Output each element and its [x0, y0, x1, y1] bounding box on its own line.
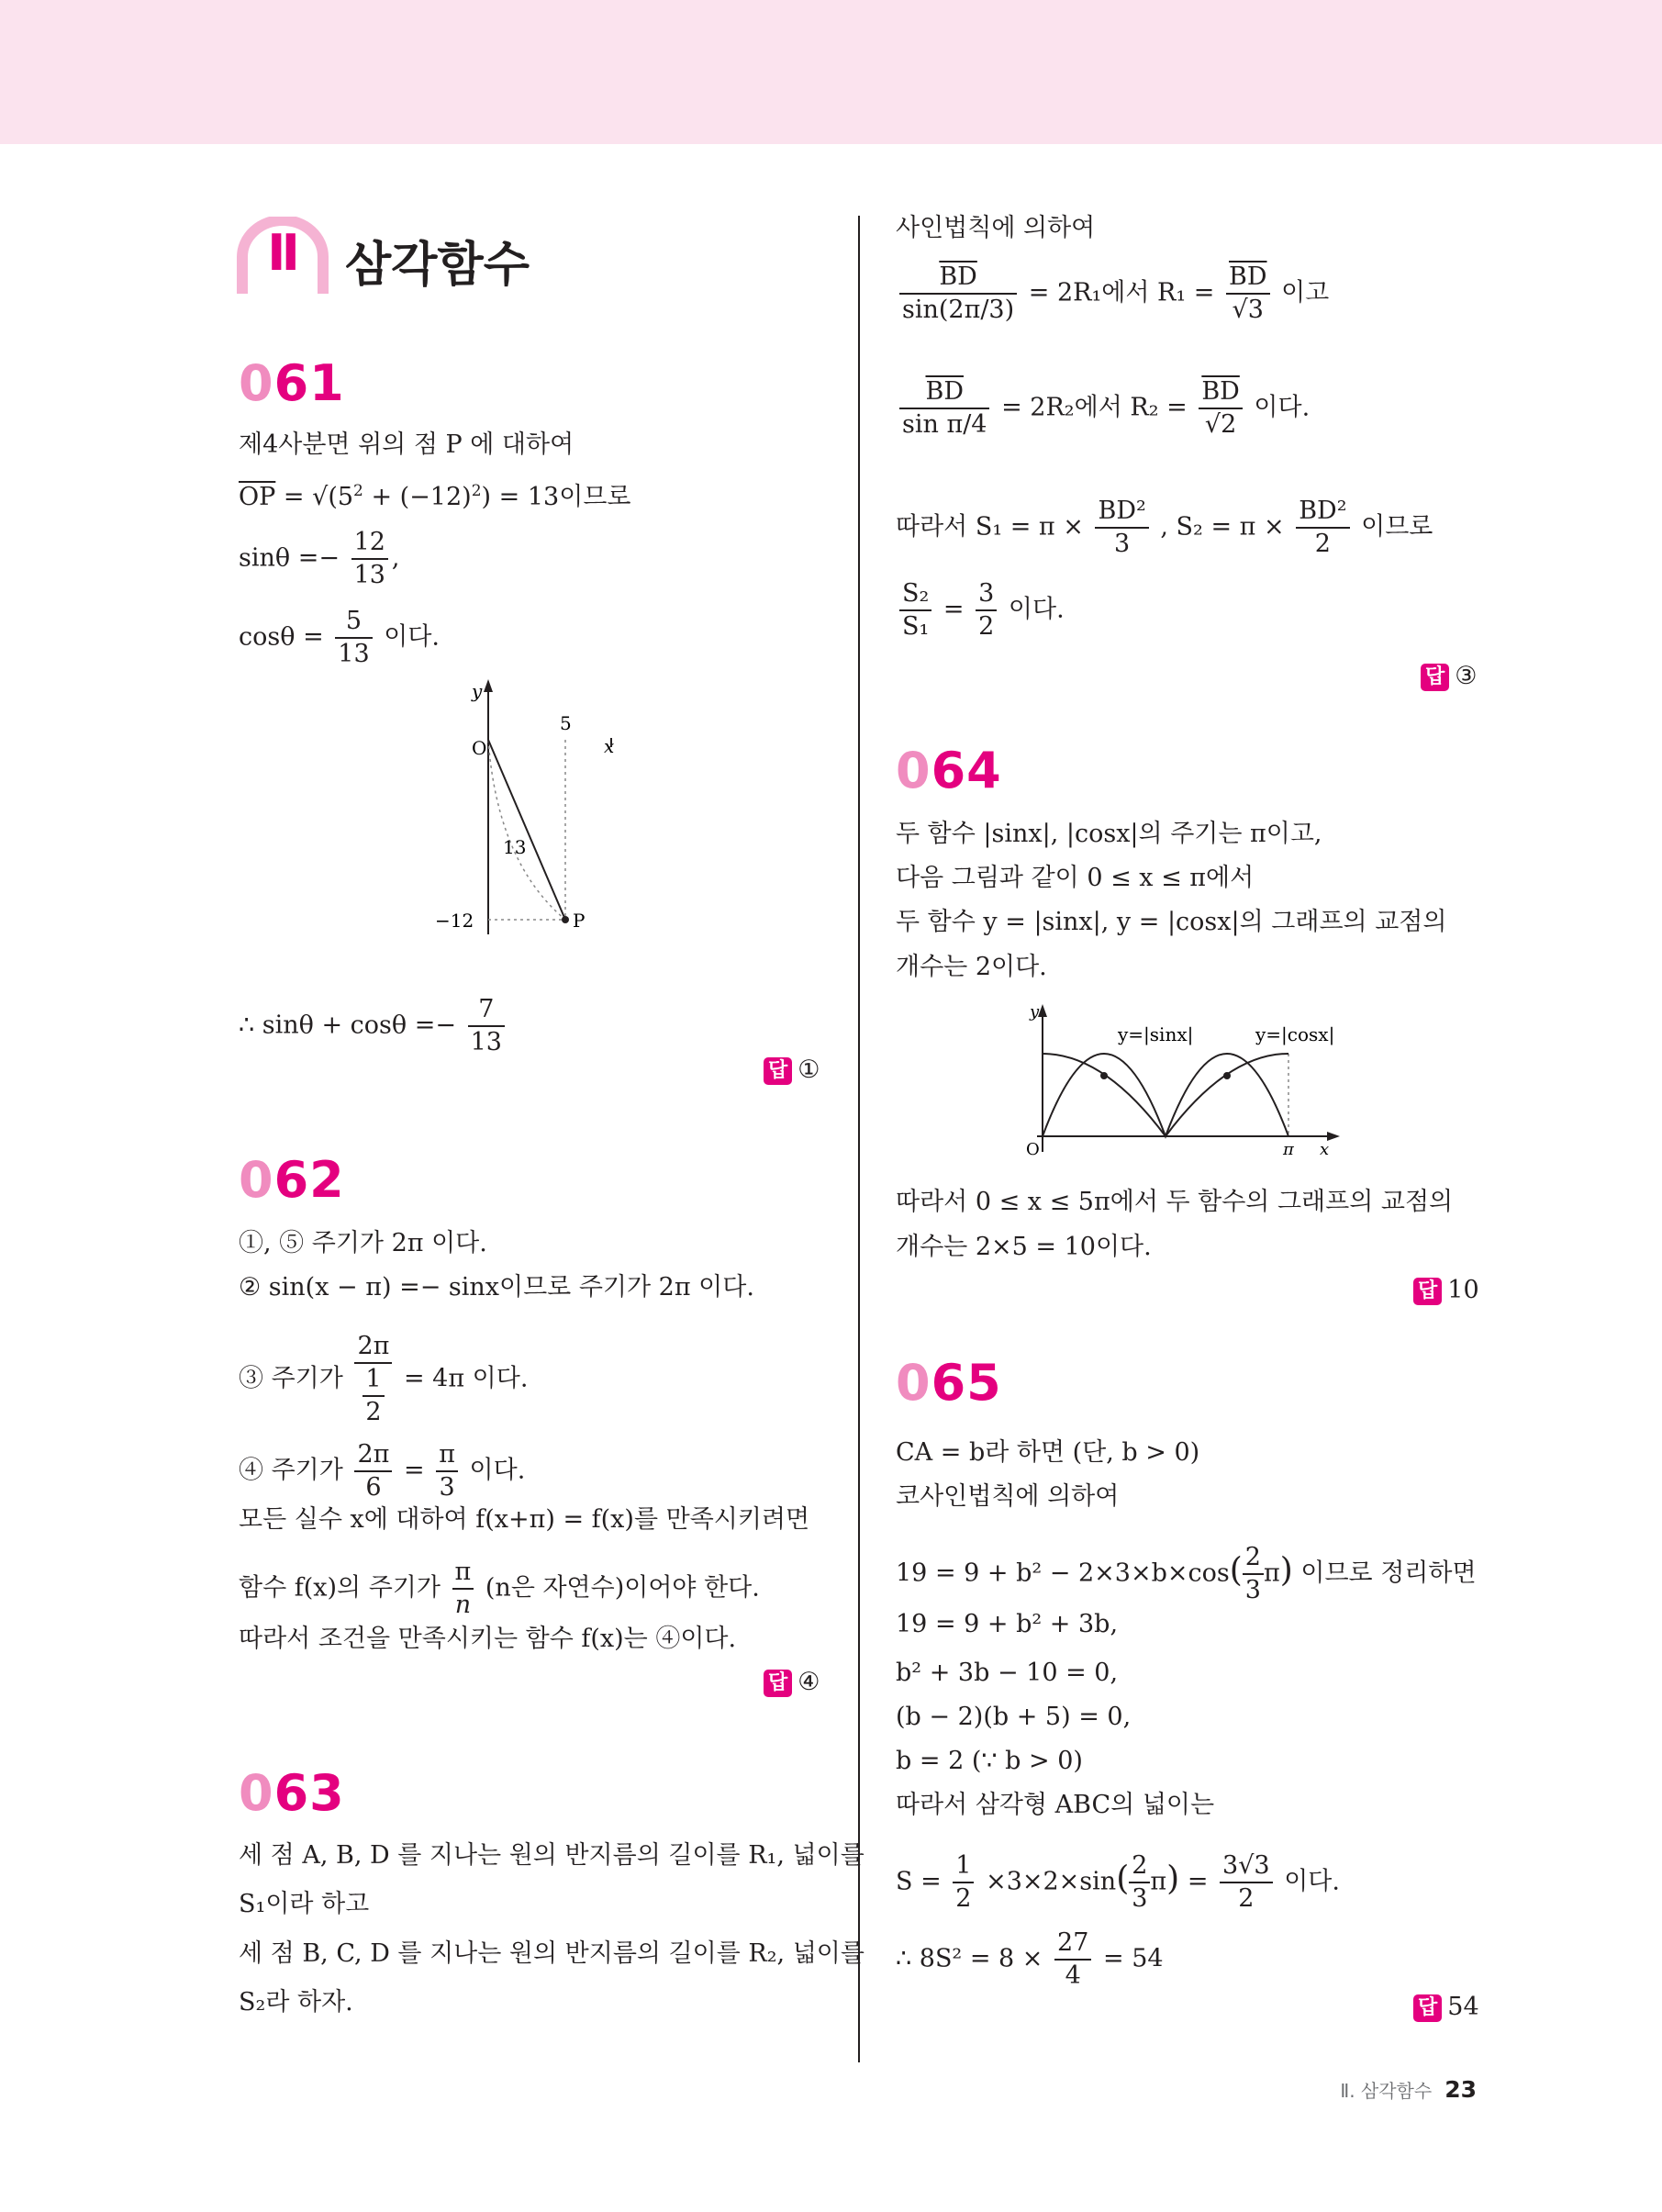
p063-eq2-frac2-num: $\overline{BD}$: [1199, 376, 1243, 409]
chapter-title: 삼각함수: [345, 238, 530, 293]
p063-line-3: 세 점 B, C, D 를 지나는 원의 반지름의 길이를 R₂, 넓이를: [239, 1939, 864, 1968]
p063-eq3-den2: 2: [1314, 530, 1331, 558]
p061-sin-lhs: sinθ =−: [239, 543, 340, 573]
p061-op-line: $\overline{OP} = √(5^2 + (-12)^2) = 13$이므로: [239, 482, 631, 511]
p063-answer-value: ③: [1455, 662, 1478, 690]
p065-l9-c-num: 3√3: [1220, 1850, 1273, 1883]
p063-eq4: [896, 578, 1065, 642]
p063-eq4-num2: 3: [976, 578, 997, 611]
p065-l9-frac-c: [1220, 1850, 1273, 1915]
p064-line-5: 따라서 0 ≤ x ≤ 5π에서 두 함수의 그래프의 교점의: [896, 1188, 1454, 1216]
chapter-numeral: Ⅱ: [267, 224, 300, 282]
p063-eq4-tail: 이다.: [1008, 595, 1065, 624]
p062-l3-post: = 4π 이다.: [403, 1364, 529, 1393]
p061-concl-num: 7: [468, 994, 505, 1027]
p063-eq1-num: $\overline{BD}$: [899, 262, 1017, 295]
p065-l10-pre: ∴ 8S² = 8 ×: [896, 1944, 1043, 1973]
p064-line-2: 다음 그림과 같이 0 ≤ x ≤ π에서: [896, 864, 1255, 892]
p061-cos-den: 13: [338, 640, 370, 668]
answer-badge: 답: [1421, 664, 1449, 691]
p063-eq2-tail: 이다.: [1254, 393, 1311, 422]
p065-answer: [1413, 1992, 1479, 2023]
p063-eq3-frac1: [1095, 496, 1148, 560]
p061-cos-num: 5: [335, 606, 372, 639]
p065-l10-frac: [1054, 1927, 1091, 1992]
p064-fig-label-sin: y=|sinx|: [1118, 1023, 1194, 1045]
p063-eq4-den: S₁: [902, 612, 930, 641]
p063-eq1-mid: = 2R₁에서 R₁ =: [1028, 278, 1215, 307]
p061-concl-lhs: ∴ sinθ + cosθ =−: [239, 1011, 457, 1040]
p065-l3-post: 이므로 정리하면: [1300, 1558, 1477, 1588]
p065-l9-mid: ×3×2×sin: [986, 1867, 1117, 1896]
p065-l9-frac-a: [953, 1850, 974, 1915]
p063-eq4-num: S₂: [899, 578, 931, 611]
p065-l9-c-den: 2: [1238, 1884, 1255, 1913]
p065-line-4: 19 = 9 + b² + 3b,: [896, 1610, 1119, 1638]
p062-l3-den-den: 2: [365, 1398, 382, 1426]
p063-eq3: [896, 496, 1433, 560]
p061-sin-num: 12: [351, 527, 388, 560]
p063-eq3-pre: 따라서 S₁ = π ×: [896, 512, 1084, 542]
p061-fig-x-tick: 5: [560, 712, 572, 734]
p063-eq1-tail: 이고: [1281, 278, 1330, 307]
problem-number-064: 064: [896, 742, 1002, 799]
p064-line-1: 두 함수 |sinx|, |cosx|의 주기는 π이고,: [896, 820, 1322, 848]
p063-eq3-den1: 3: [1114, 530, 1131, 558]
p065-l9-a-den: 2: [955, 1884, 972, 1913]
p062-l4-num2: π: [436, 1439, 458, 1472]
p065-l9-frac-b: [1129, 1850, 1150, 1915]
answer-badge: 답: [1413, 1994, 1442, 2022]
p061-figure: [431, 679, 642, 936]
p064-fig-origin: O: [1026, 1140, 1040, 1159]
p064-answer: [1413, 1275, 1479, 1306]
page-folio: [1340, 2076, 1477, 2103]
p064-fig-x: x: [1320, 1140, 1330, 1159]
p063-eq4-frac1: [899, 578, 931, 642]
p061-fig-y-tick: −12: [435, 910, 474, 932]
p064-fig-pi: π: [1283, 1140, 1294, 1159]
p062-l4-pre: ④ 주기가: [239, 1456, 343, 1485]
p062-l4-den: 6: [365, 1473, 382, 1502]
p065-l10-post: = 54: [1102, 1944, 1164, 1973]
p065-line-3: 19 = 9 + b² − 2×3×b×cos( $\frac{2}{3}$ π) 이므로 정리하면: [896, 1543, 1477, 1604]
p065-line-1: CA = b라 하면 (단, b > 0): [896, 1438, 1200, 1467]
p063-line-2: S₁이라 하고: [239, 1890, 370, 1918]
answer-badge: 답: [764, 1057, 792, 1085]
p062-l6-pre: 함수 f(x)의 주기가: [239, 1573, 441, 1603]
p063-eq3-frac2: [1296, 496, 1349, 560]
p062-answer-value: ④: [798, 1668, 820, 1696]
p065-l9-eq: =: [1187, 1867, 1209, 1896]
folio-title: Ⅱ. 삼각함수: [1340, 2080, 1433, 2102]
p065-l9-b-num: 2: [1129, 1850, 1150, 1883]
p061-answer: [764, 1055, 820, 1086]
p063-answer: [1421, 661, 1477, 692]
p062-line-3: [239, 1331, 528, 1428]
p065-line-2: 코사인법칙에 의하여: [896, 1482, 1120, 1511]
p061-cos-tail: 이다.: [384, 622, 440, 652]
p061-op-label: $\overline{OP}$: [239, 483, 276, 511]
p065-l9-a-num: 1: [953, 1850, 974, 1883]
problem-number-063: 063: [239, 1764, 345, 1822]
p064-figure: [1009, 1000, 1358, 1161]
problem-number-062: 062: [239, 1151, 345, 1209]
p061-fig-x: x: [604, 735, 615, 757]
header-band: [0, 0, 1662, 144]
p061-sin-frac: [351, 527, 388, 591]
p063-eq4-den2: 2: [978, 612, 995, 641]
p063-eq2-num: $\overline{BD}$: [899, 376, 989, 409]
p065-line-6: (b − 2)(b + 5) = 0,: [896, 1703, 1132, 1731]
p061-cos-frac: [335, 606, 372, 670]
p062-answer: [764, 1667, 820, 1698]
p063-eq3-mid: , S₂ = π ×: [1160, 512, 1285, 542]
p063-eq2-den: sin π/4: [902, 410, 987, 439]
p061-cos-line: [239, 606, 440, 670]
p063-sine-rule-intro: 사인법칙에 의하여: [896, 214, 1096, 242]
p063-eq3-num2: BD²: [1296, 496, 1349, 529]
p062-line-4: [239, 1439, 525, 1503]
p065-l3-num: 2: [1243, 1542, 1264, 1575]
p062-l3-den-num: 1: [363, 1364, 384, 1397]
column-divider: [858, 216, 860, 2062]
p064-answer-value: 10: [1447, 1276, 1479, 1304]
p062-l4-eq: =: [403, 1456, 425, 1485]
p061-answer-value: ①: [798, 1056, 820, 1084]
p062-l3-frac: [354, 1331, 392, 1428]
p061-fig-hyp: 13: [503, 836, 527, 858]
p063-eq2: [896, 376, 1310, 441]
p062-line-2: ② sin(x − π) =− sinx이므로 주기가 2π 이다.: [239, 1273, 754, 1302]
p062-l4-frac-b: [436, 1439, 458, 1503]
p063-eq4-mid: =: [943, 595, 965, 624]
p065-l3-frac: [1243, 1542, 1264, 1606]
p065-l10-num: 27: [1054, 1927, 1091, 1961]
p063-eq2-mid: = 2R₂에서 R₂ =: [1001, 393, 1188, 422]
p063-eq2-frac2: [1199, 376, 1243, 441]
p062-l4-den2: 3: [439, 1473, 455, 1502]
p063-eq1-frac: [899, 262, 1017, 326]
p063-eq4-frac2: [976, 578, 997, 642]
p064-line-4: 개수는 2이다.: [896, 953, 1047, 981]
p065-answer-value: 54: [1447, 1993, 1479, 2021]
problem-number-065: 065: [896, 1354, 1002, 1412]
p065-l10-den: 4: [1065, 1961, 1081, 1990]
p062-line-6: [239, 1557, 760, 1621]
p062-l6-num: π: [452, 1557, 474, 1590]
p065-line-8: 따라서 삼각형 ABC의 넓이는: [896, 1791, 1215, 1819]
p065-l9-pre: S =: [896, 1867, 942, 1896]
p065-l3-pre: 19 = 9 + b² − 2×3×b×cos: [896, 1558, 1230, 1588]
p061-op-result: = 13이므로: [498, 483, 631, 511]
p061-fig-y: y: [472, 680, 483, 702]
p062-l3-pre: ③ 주기가: [239, 1364, 343, 1393]
p065-l9-b-den: 3: [1132, 1884, 1148, 1913]
p063-line-1: 세 점 A, B, D 를 지나는 원의 반지름의 길이를 R₁, 넓이를: [239, 1841, 864, 1870]
p063-eq1-den: sin(2π/3): [902, 296, 1015, 324]
p063-eq1: [896, 262, 1329, 326]
p065-line-9: S = $\frac{1}{2}$ ×3×2×sin( $\frac{2}{3}$ π) = $\frac{3√3}{2}$ 이다.: [896, 1851, 1340, 1913]
p062-l6-post: (n은 자연수)이어야 한다.: [485, 1573, 760, 1603]
p061-sin-line: sinθ =− $\frac{12}{13}$ ,: [239, 528, 400, 589]
p061-cos-lhs: cosθ =: [239, 622, 324, 652]
p063-eq3-tail: 이므로: [1361, 512, 1433, 542]
p062-l3-num: 2π: [354, 1331, 392, 1364]
p062-l4-num: 2π: [354, 1439, 392, 1472]
p063-line-4: S₂라 하자.: [239, 1988, 353, 2016]
page-number: 23: [1444, 2076, 1477, 2103]
p062-l3-den-frac: [363, 1364, 384, 1428]
p061-intro: 제4사분면 위의 점 P 에 대하여: [239, 430, 574, 459]
p061-concl-den: 13: [470, 1028, 502, 1056]
p061-fig-origin: O: [472, 737, 487, 759]
p062-line-5: 모든 실수 x에 대하여 f(x+π) = f(x)를 만족시키려면: [239, 1505, 810, 1534]
p063-eq1-frac2-num: $\overline{BD}$: [1226, 262, 1270, 295]
p064-fig-label-cos: y=|cosx|: [1255, 1023, 1335, 1045]
p065-l9-tail: 이다.: [1284, 1867, 1340, 1896]
p061-fig-point: P: [573, 910, 586, 932]
p062-l6-frac: [452, 1557, 474, 1621]
p062-l4-post: 이다.: [469, 1456, 526, 1485]
p065-l3-den: 3: [1244, 1576, 1261, 1604]
p062-line-1: ①, ⑤ 주기가 2π 이다.: [239, 1229, 487, 1257]
p065-line-10: [896, 1927, 1164, 1992]
p064-line-3: 두 함수 y = |sinx|, y = |cosx|의 그래프의 교점의: [896, 908, 1447, 936]
p064-line-6: 개수는 2×5 = 10이다.: [896, 1233, 1152, 1261]
p062-l6-den: n: [454, 1591, 472, 1619]
answer-badge: 답: [1413, 1278, 1442, 1305]
p065-line-7: b = 2 (∵ b > 0): [896, 1747, 1083, 1775]
problem-number-061: 061: [239, 354, 345, 412]
p063-eq3-num1: BD²: [1095, 496, 1148, 529]
p062-l4-frac-a: [354, 1439, 392, 1503]
p063-eq1-frac2: [1226, 262, 1270, 326]
p063-eq2-frac2-den: √2: [1204, 410, 1237, 439]
p063-eq2-frac: [899, 376, 989, 441]
p063-eq1-frac2-den: √3: [1232, 296, 1264, 324]
p061-sin-den: 13: [353, 561, 385, 589]
p062-line-7: 따라서 조건을 만족시키는 함수 f(x)는 ④이다.: [239, 1625, 737, 1653]
answer-badge: 답: [764, 1670, 792, 1697]
p062-l3-den: [354, 1364, 392, 1428]
p065-line-5: b² + 3b − 10 = 0,: [896, 1659, 1119, 1687]
p064-fig-y: y: [1030, 1002, 1040, 1022]
p061-concl-frac: [468, 994, 505, 1058]
p061-conclusion: [239, 994, 508, 1058]
